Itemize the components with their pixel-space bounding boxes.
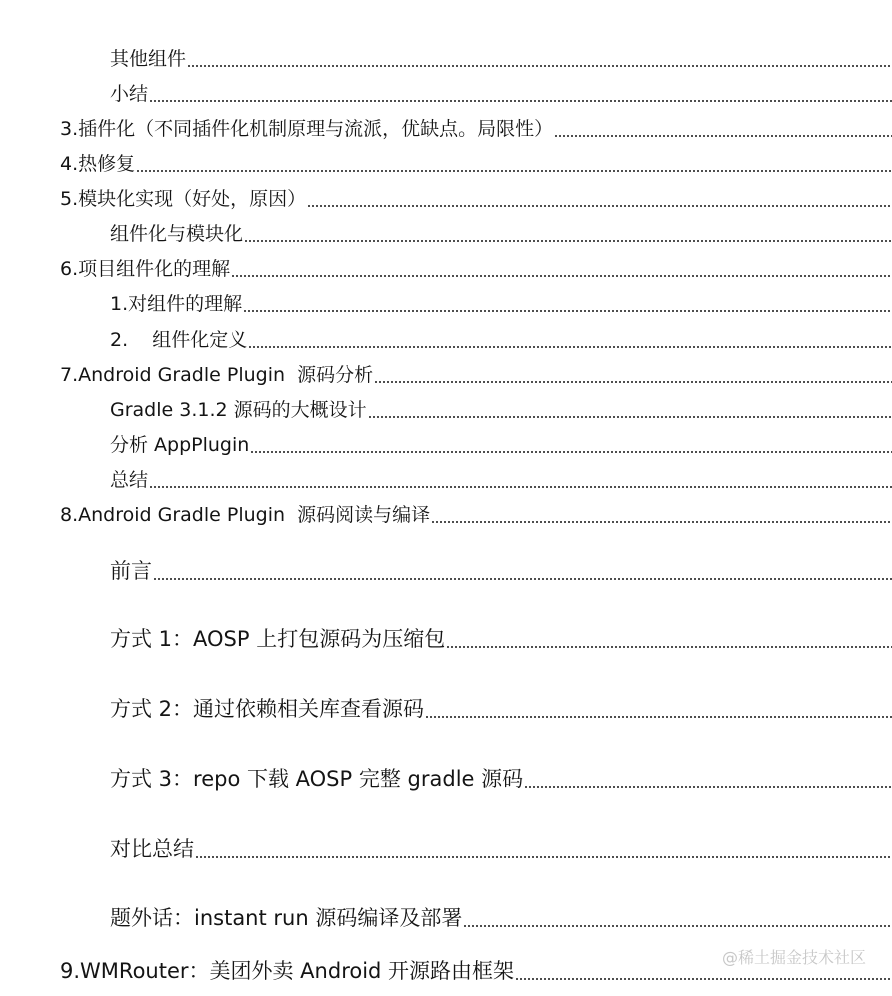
toc-entry-label: 题外话：instant run 源码编译及部署 <box>110 906 463 930</box>
watermark: @稀土掘金技术社区 <box>721 948 866 967</box>
dot-leader <box>446 646 892 648</box>
toc-entry-label: Gradle 3.1.2 源码的大概设计 <box>110 399 367 421</box>
toc-entry-label: 方式 1：AOSP 上打包源码为压缩包 <box>110 627 446 651</box>
dot-leader <box>149 486 892 488</box>
dot-leader <box>250 451 892 453</box>
toc-entry-label: 9.WMRouter：美团外卖 Android 开源路由框架 <box>60 959 515 983</box>
dot-leader <box>515 978 892 980</box>
dot-leader <box>136 170 892 172</box>
toc-entry-label: 2. 组件化定义 <box>110 329 248 351</box>
dot-leader <box>307 205 892 207</box>
toc-entry-label: 3.插件化（不同插件化机制原理与流派，优缺点。局限性） <box>60 118 554 140</box>
toc-entry[interactable] <box>60 152 892 176</box>
toc-entry-label: 对比总结 <box>110 837 194 861</box>
dot-leader <box>368 416 892 418</box>
dot-leader <box>149 100 892 102</box>
toc-entry[interactable] <box>110 433 892 457</box>
toc-entry[interactable] <box>60 503 892 527</box>
toc-entry[interactable] <box>110 836 892 862</box>
toc-entry-label: 1.对组件的理解 <box>110 293 243 315</box>
toc-entry[interactable] <box>110 292 892 316</box>
toc-entry[interactable] <box>110 468 892 492</box>
toc-entry-label: 小结 <box>110 83 149 105</box>
toc-entry[interactable] <box>60 257 892 281</box>
toc-entry[interactable] <box>110 398 892 422</box>
toc-entry-label: 5.模块化实现（好处，原因） <box>60 188 307 210</box>
dot-leader <box>243 310 892 312</box>
toc-entry[interactable] <box>110 558 892 584</box>
toc-entry-label: 4.热修复 <box>60 153 136 175</box>
toc-entry-label: 方式 2：通过依赖相关库查看源码 <box>110 697 425 721</box>
dot-leader <box>153 578 892 580</box>
dot-leader <box>195 856 892 858</box>
toc-entry-label: 8.Android Gradle Plugin 源码阅读与编译 <box>60 504 431 526</box>
toc-entry[interactable] <box>110 626 892 652</box>
toc-entry[interactable] <box>110 696 892 722</box>
toc-entry[interactable] <box>110 766 892 792</box>
toc-entry[interactable] <box>110 222 892 246</box>
toc-entry-label: 组件化与模块化 <box>110 223 244 245</box>
dot-leader <box>231 275 892 277</box>
toc-entry-label: 方式 3：repo 下载 AOSP 完整 gradle 源码 <box>110 767 524 791</box>
dot-leader <box>248 346 892 348</box>
toc-entry-label: 7.Android Gradle Plugin 源码分析 <box>60 364 374 386</box>
toc-entry-label: 总结 <box>110 469 149 491</box>
dot-leader <box>554 135 892 137</box>
toc-entry-label: 分析 AppPlugin <box>110 434 250 456</box>
dot-leader <box>463 925 892 927</box>
dot-leader <box>187 65 892 67</box>
toc-entry-label: 前言 <box>110 559 152 583</box>
dot-leader <box>431 521 892 523</box>
toc-entry[interactable] <box>60 363 892 387</box>
toc-entry[interactable] <box>110 328 892 352</box>
toc-entry[interactable] <box>60 187 892 211</box>
dot-leader <box>374 381 892 383</box>
toc-entry[interactable] <box>110 905 892 931</box>
toc-entry-label: 其他组件 <box>110 48 187 70</box>
dot-leader <box>244 240 892 242</box>
toc-entry[interactable] <box>110 47 892 71</box>
toc-entry[interactable] <box>110 82 892 106</box>
toc-entry-label: 6.项目组件化的理解 <box>60 258 231 280</box>
dot-leader <box>524 786 892 788</box>
dot-leader <box>425 716 892 718</box>
toc-entry[interactable] <box>60 117 892 141</box>
